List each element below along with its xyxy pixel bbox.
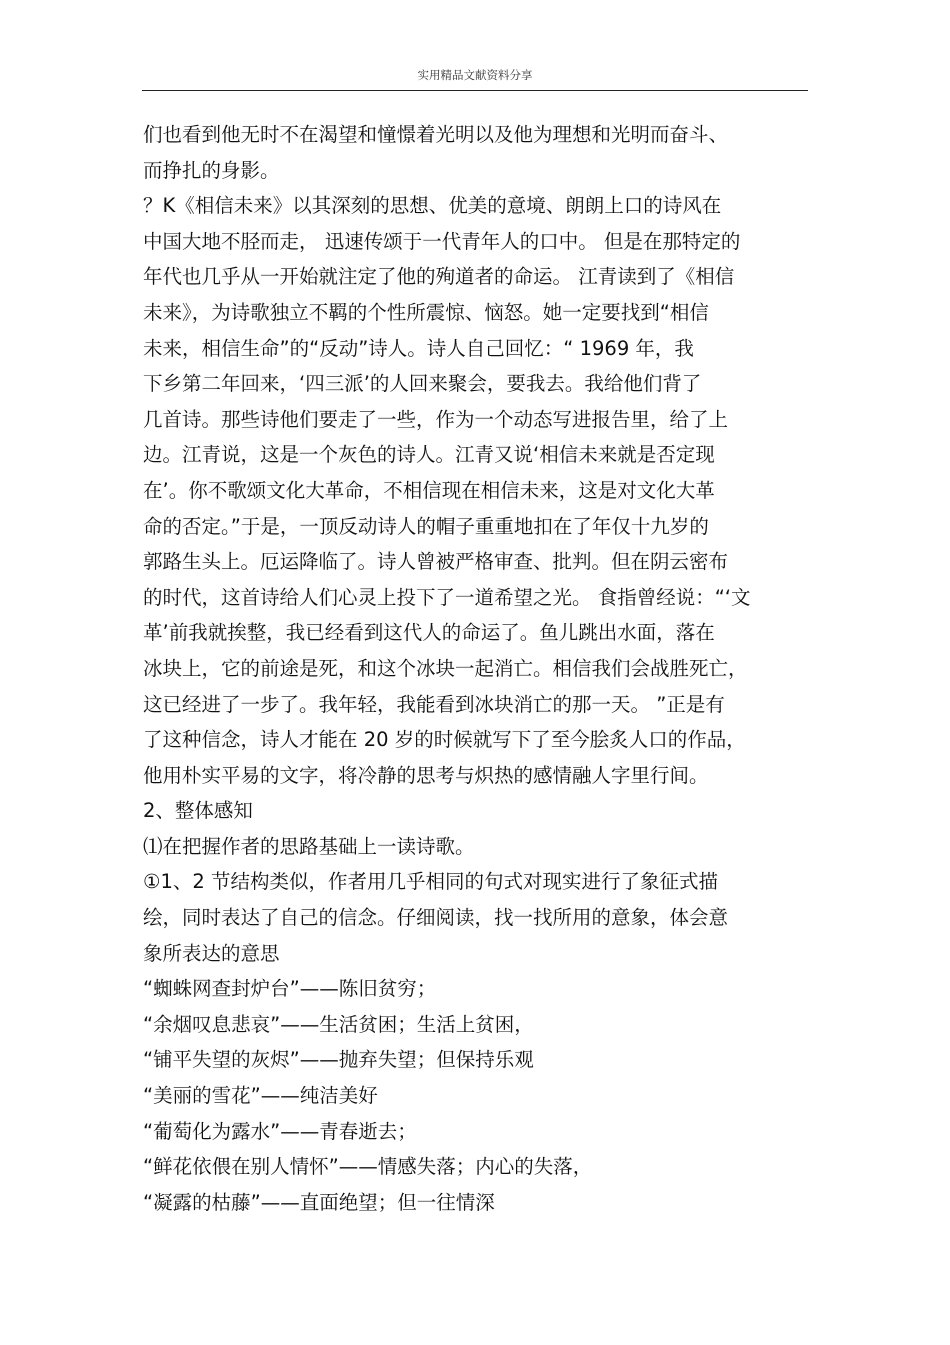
text-line: 这已经进了一步了。我年轻，我能看到冰块消亡的那一天。 ”正是有 — [143, 692, 725, 716]
text-line: 象所表达的意思 — [143, 941, 280, 965]
text-line: 的时代，这首诗给人们心灵上投下了一道希望之光。 食指曾经说：“‘文 — [143, 585, 751, 609]
text-line: “余烟叹息悲哀”——生活贫困；生活上贫困， — [143, 1012, 534, 1036]
text-line: 他用朴实平易的文字，将冷静的思考与炽热的感情融人字里行间。 — [143, 763, 709, 787]
text-line: 命的否定。”于是，一顶反动诗人的帽子重重地扣在了年仅十九岁的 — [143, 514, 709, 538]
text-line: 几首诗。那些诗他们要走了一些，作为一个动态写进报告里，给了上 — [143, 407, 729, 431]
text-line: “凝露的枯藤”——直面绝望；但一往情深 — [143, 1190, 495, 1214]
text-line: 年代也几乎从一开始就注定了他的殉道者的命运。 江青读到了《相信 — [143, 265, 735, 289]
text-line: “鲜花依偎在别人情怀”——情感失落；内心的失落， — [143, 1155, 593, 1179]
text-line: 中国大地不胫而走， 迅速传颂于一代青年人的口中。 但是在那特定的 — [143, 229, 741, 253]
text-line: ①1、2 节结构类似，作者用几乎相同的句式对现实进行了象征式描 — [143, 870, 718, 894]
text-line: ⑴在把握作者的思路基础上一读诗歌。 — [143, 834, 475, 858]
text-line: 未来》，为诗歌独立不羁的个性所震惊、恼怒。她一定要找到“相信 — [143, 300, 709, 324]
page-header: 实用精品文献资料分享 — [417, 68, 533, 82]
text-line: 冰块上，它的前途是死，和这个冰块一起消亡。相信我们会战胜死亡， — [143, 656, 748, 680]
text-line: “蜘蛛网查封炉台”——陈旧贫穷； — [143, 977, 437, 1001]
document-body — [143, 117, 807, 1220]
text-line: “铺平失望的灰烬”——抛弃失望；但保持乐观 — [143, 1048, 534, 1072]
text-line: 边。江青说，这是一个灰色的诗人。江青又说‘相信未来就是否定现 — [143, 443, 715, 467]
text-line: 而挣扎的身影。 — [143, 158, 280, 182]
text-line: 了这种信念，诗人才能在 20 岁的时候就写下了至今脍炙人口的作品， — [143, 728, 746, 752]
text-line: ？K《相信未来》以其深刻的思想、优美的意境、朗朗上口的诗风在 — [143, 194, 722, 218]
text-line: 革’前我就挨整，我已经看到这代人的命运了。鱼儿跳出水面，落在 — [143, 621, 715, 645]
text-line: 下乡第二年回来，‘四三派’的人回来聚会，要我去。我给他们背了 — [143, 372, 702, 396]
text-line: 们也看到他无时不在渴望和憧憬着光明以及他为理想和光明而奋斗、 — [143, 123, 729, 146]
text-line: 未来，相信生命”的“反动”诗人。诗人自己回忆：“ 1969 年，我 — [143, 336, 694, 360]
header-rule — [142, 90, 808, 91]
text-line: “美丽的雪花”——纯洁美好 — [143, 1084, 378, 1108]
text-line: 绘，同时表达了自己的信念。仔细阅读，找一找所用的意象，体会意 — [143, 906, 729, 930]
text-line: “葡萄化为露水”——青春逝去； — [143, 1119, 417, 1143]
text-line: 在’。你不歌颂文化大革命，不相信现在相信未来，这是对文化大革 — [143, 478, 715, 502]
text-line: 2、整体感知 — [143, 799, 253, 823]
text-line: 郭路生头上。厄运降临了。诗人曾被严格审查、批判。但在阴云密布 — [143, 550, 729, 574]
